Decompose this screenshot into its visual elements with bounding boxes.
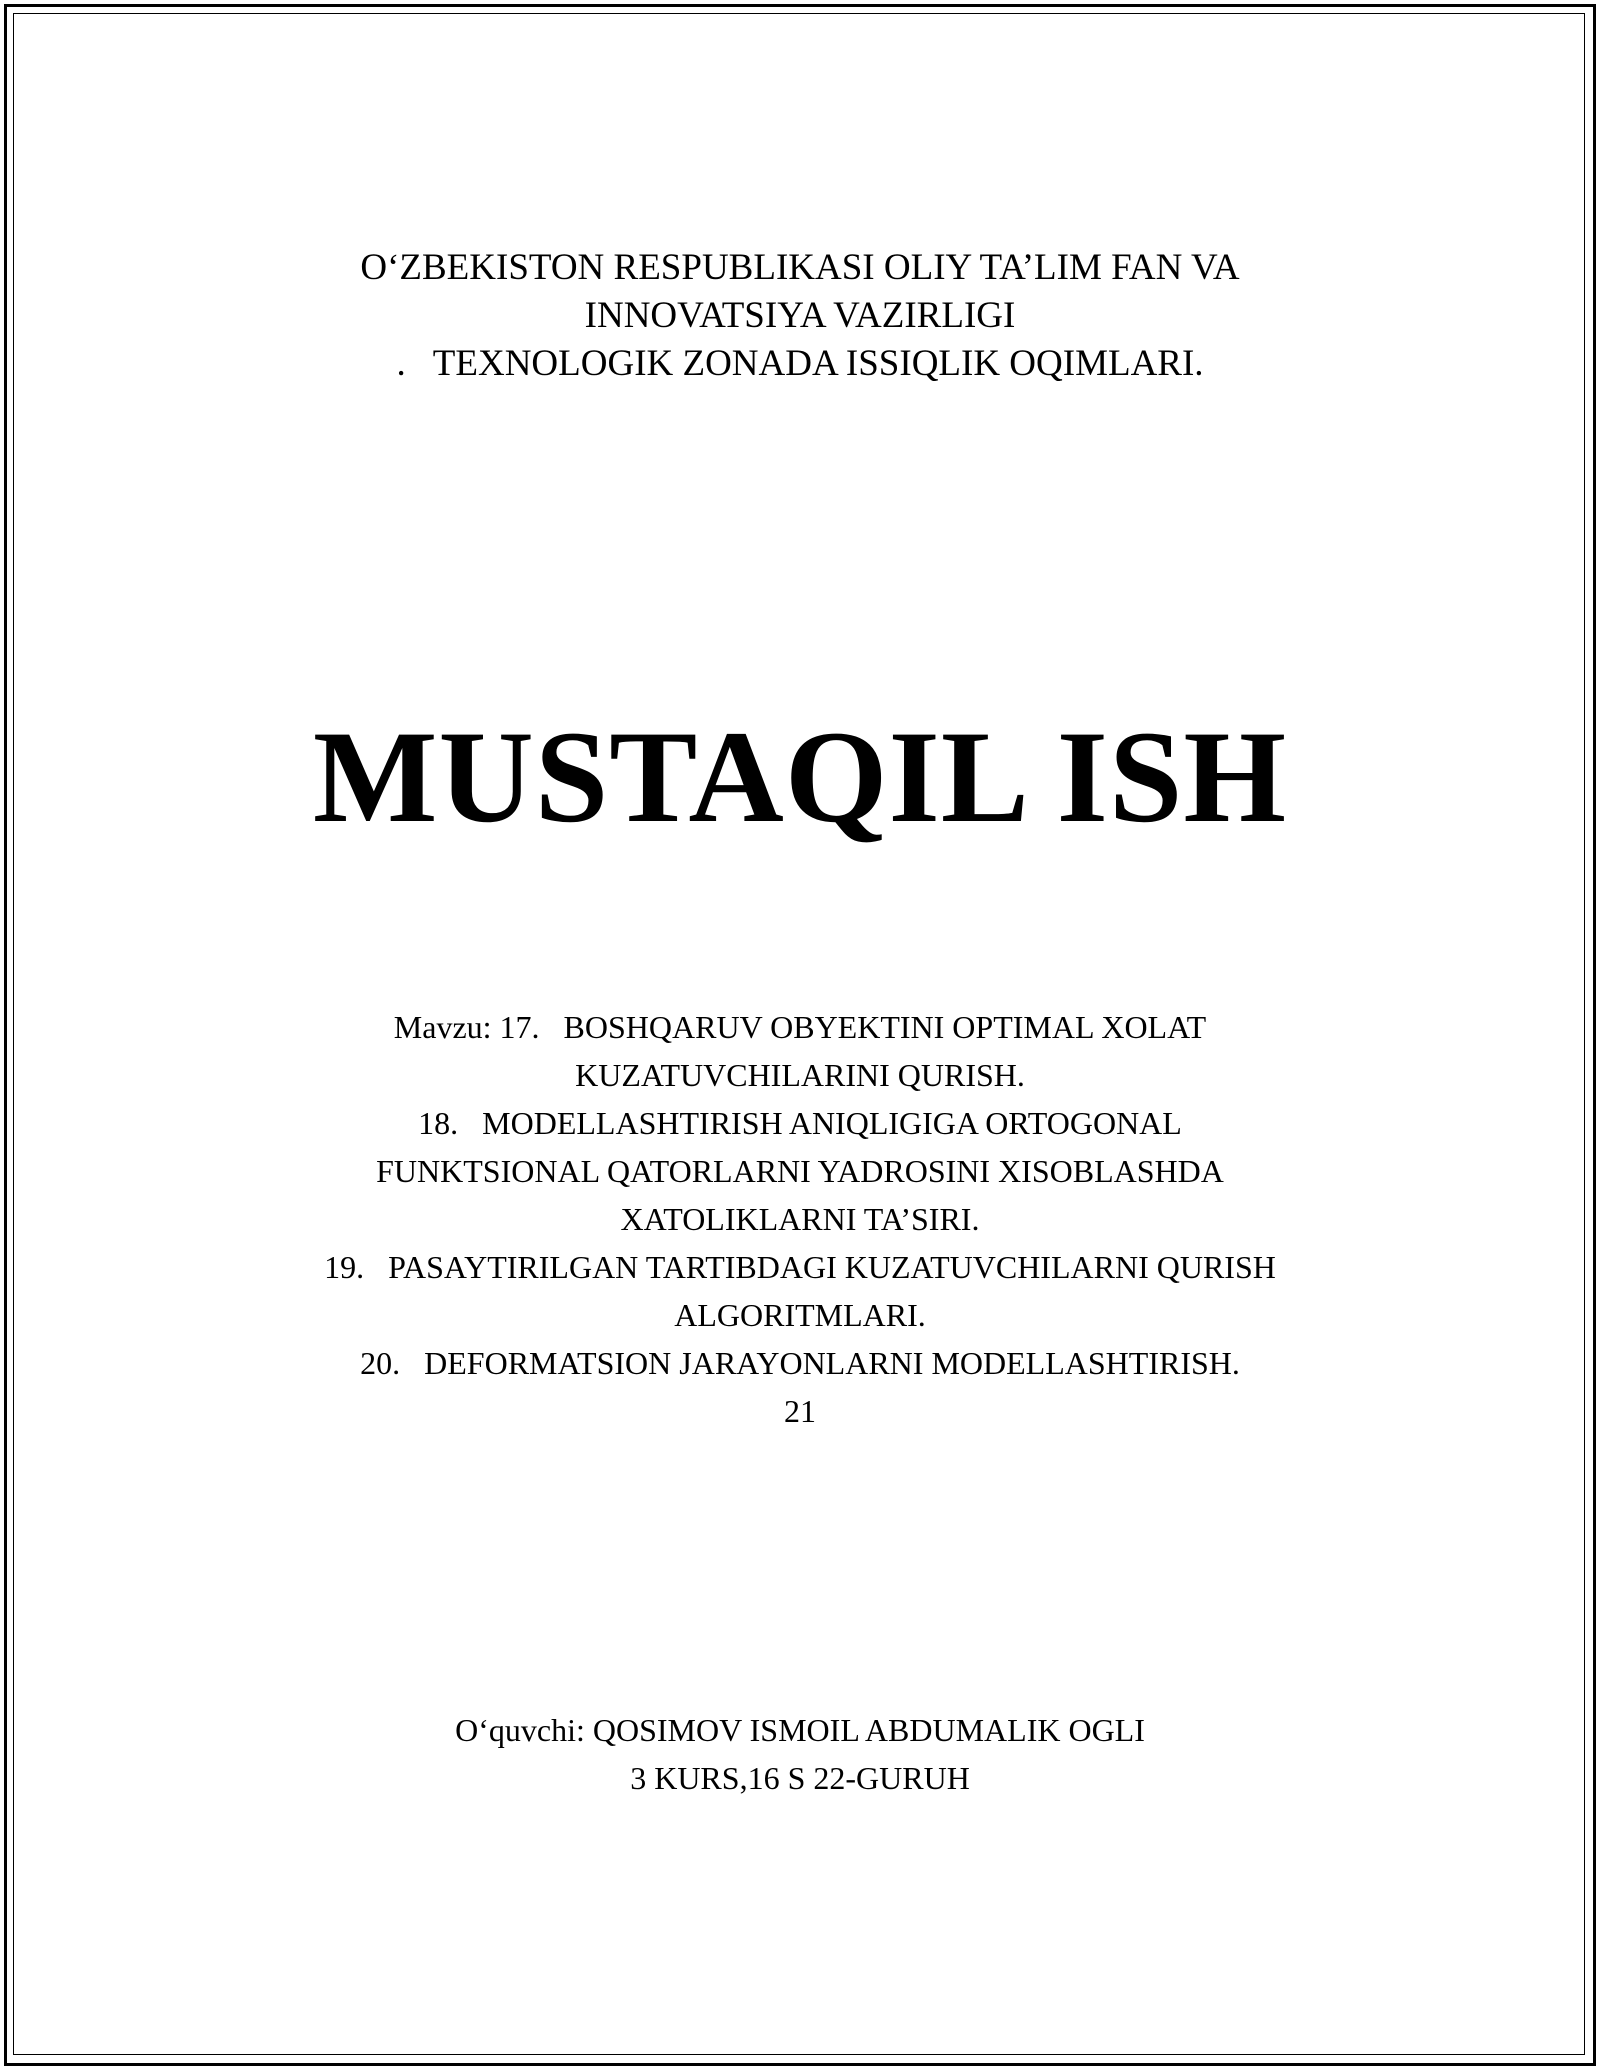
subject-line: . TEXNOLOGIK ZONADA ISSIQLIK OQIMLARI. (396, 343, 1204, 384)
ministry-line: INNOVATSIYA VAZIRLIGI (584, 295, 1016, 336)
topic-line: 18. MODELLASHTIRISH ANIQLIGIGA ORTOGONAL (418, 1105, 1182, 1141)
topic-line: 20. DEFORMATSION JARAYONLARNI MODELLASHTIRISH. (360, 1345, 1240, 1381)
student-course-group: 3 KURS,16 S 22-GURUH (630, 1760, 970, 1796)
topic-line: 21 (784, 1393, 816, 1429)
topic-line: ALGORITMLARI. (674, 1297, 926, 1333)
topic-line: FUNKTSIONAL QATORLARNI YADROSINI XISOBLASHDA (376, 1153, 1224, 1189)
topics-section (0, 1003, 1600, 1435)
topic-line: KUZATUVCHILARINI QURISH. (575, 1057, 1025, 1093)
topic-line: XATOLIKLARNI TA’SIRI. (620, 1201, 980, 1237)
ministry-line: O‘ZBEKISTON RESPUBLIKASI OLIY TA’LIM FAN VA (360, 247, 1240, 288)
topic-line: Mavzu: 17. BOSHQARUV OBYEKTINI OPTIMAL XOLAT (393, 1009, 1207, 1045)
topic-line: 19. PASAYTIRILGAN TARTIBDAGI KUZATUVCHILARNI QURISH (324, 1249, 1276, 1285)
student-info (0, 1706, 1600, 1802)
ministry-header (0, 244, 1600, 388)
document-title: MUSTAQIL ISH (312, 703, 1288, 850)
student-name: O‘quvchi: QOSIMOV ISMOIL ABDUMALIK OGLI (455, 1712, 1145, 1748)
